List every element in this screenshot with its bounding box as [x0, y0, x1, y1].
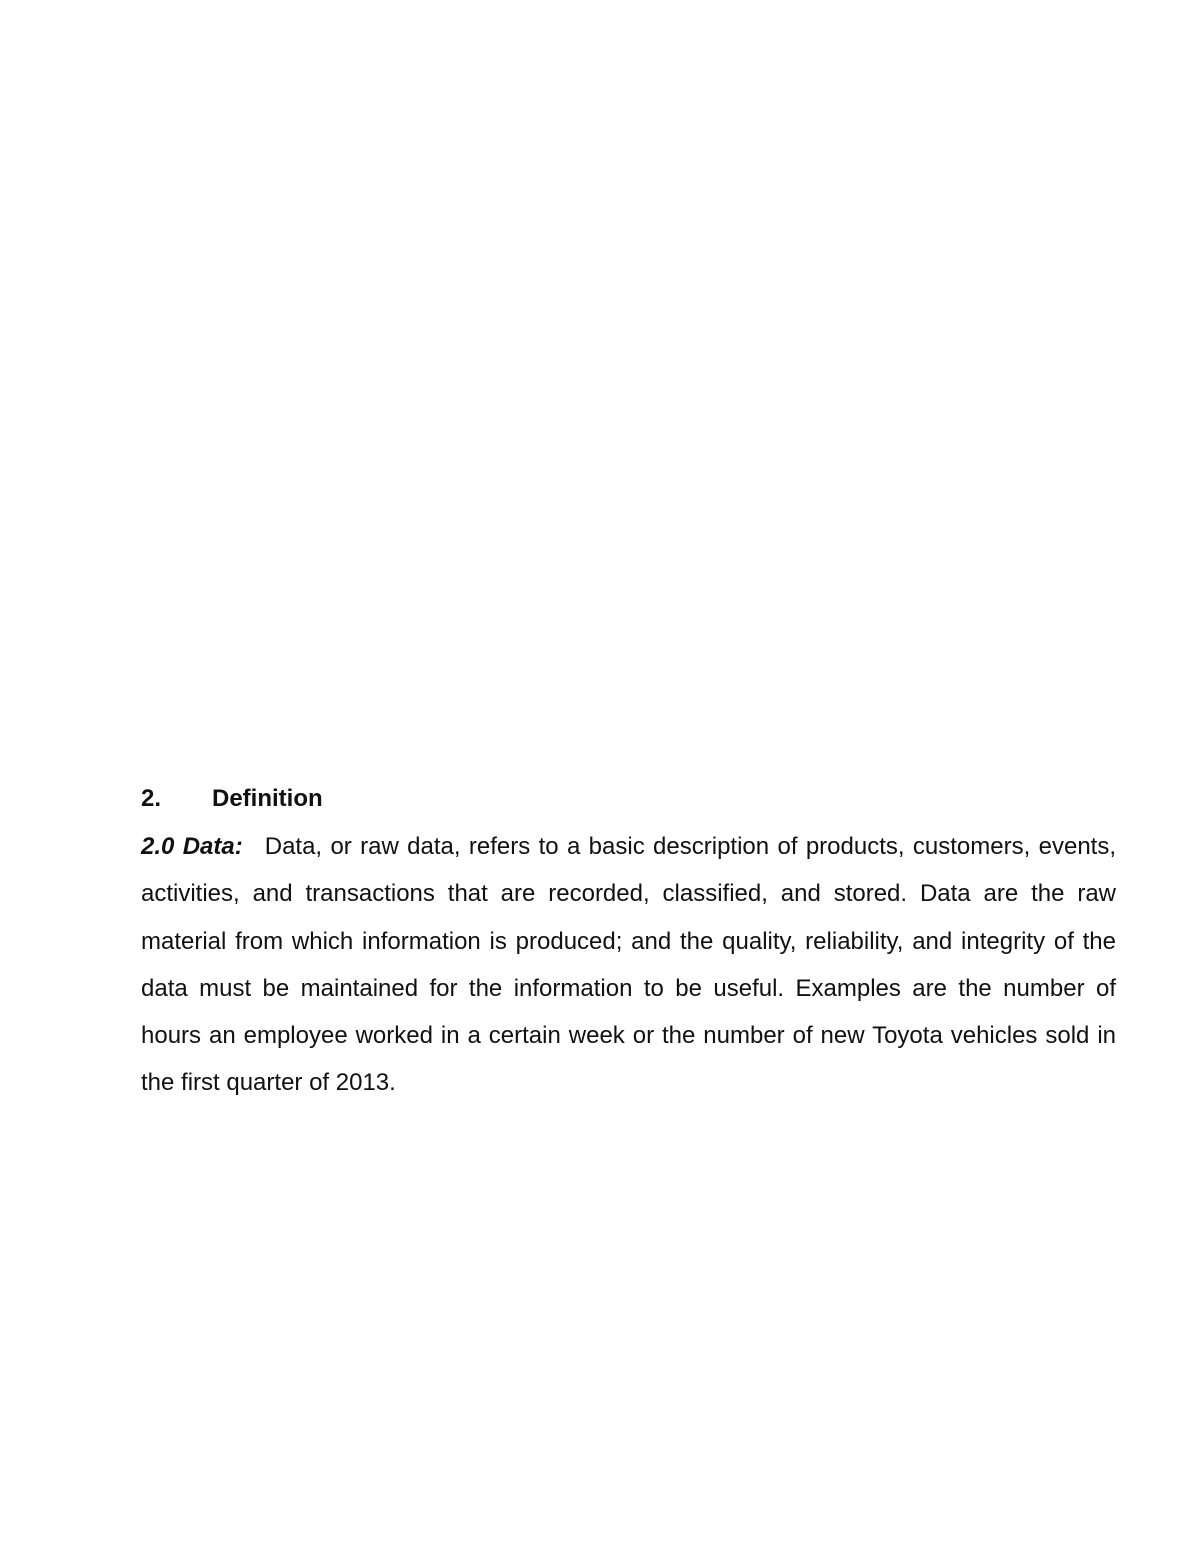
section-number: 2.	[141, 785, 162, 812]
section-heading	[141, 783, 323, 815]
definition-term: 2.0 Data:	[141, 833, 243, 860]
definition-paragraph	[141, 823, 1116, 1107]
definition-text: Data, or raw data, refers to a basic description of products, customers, events, activities, and transactions that are recorded, classified, and stored. Data are the raw material from which information is produced; and the quality, reliability, and integrity of the data must be maintained for the information to be useful. Examples are the number of hours an employee worked in a certain week or the number of new Toyota vehicles sold in the first quarter of 2013.	[141, 833, 1117, 1097]
section-title: Definition	[212, 785, 323, 812]
